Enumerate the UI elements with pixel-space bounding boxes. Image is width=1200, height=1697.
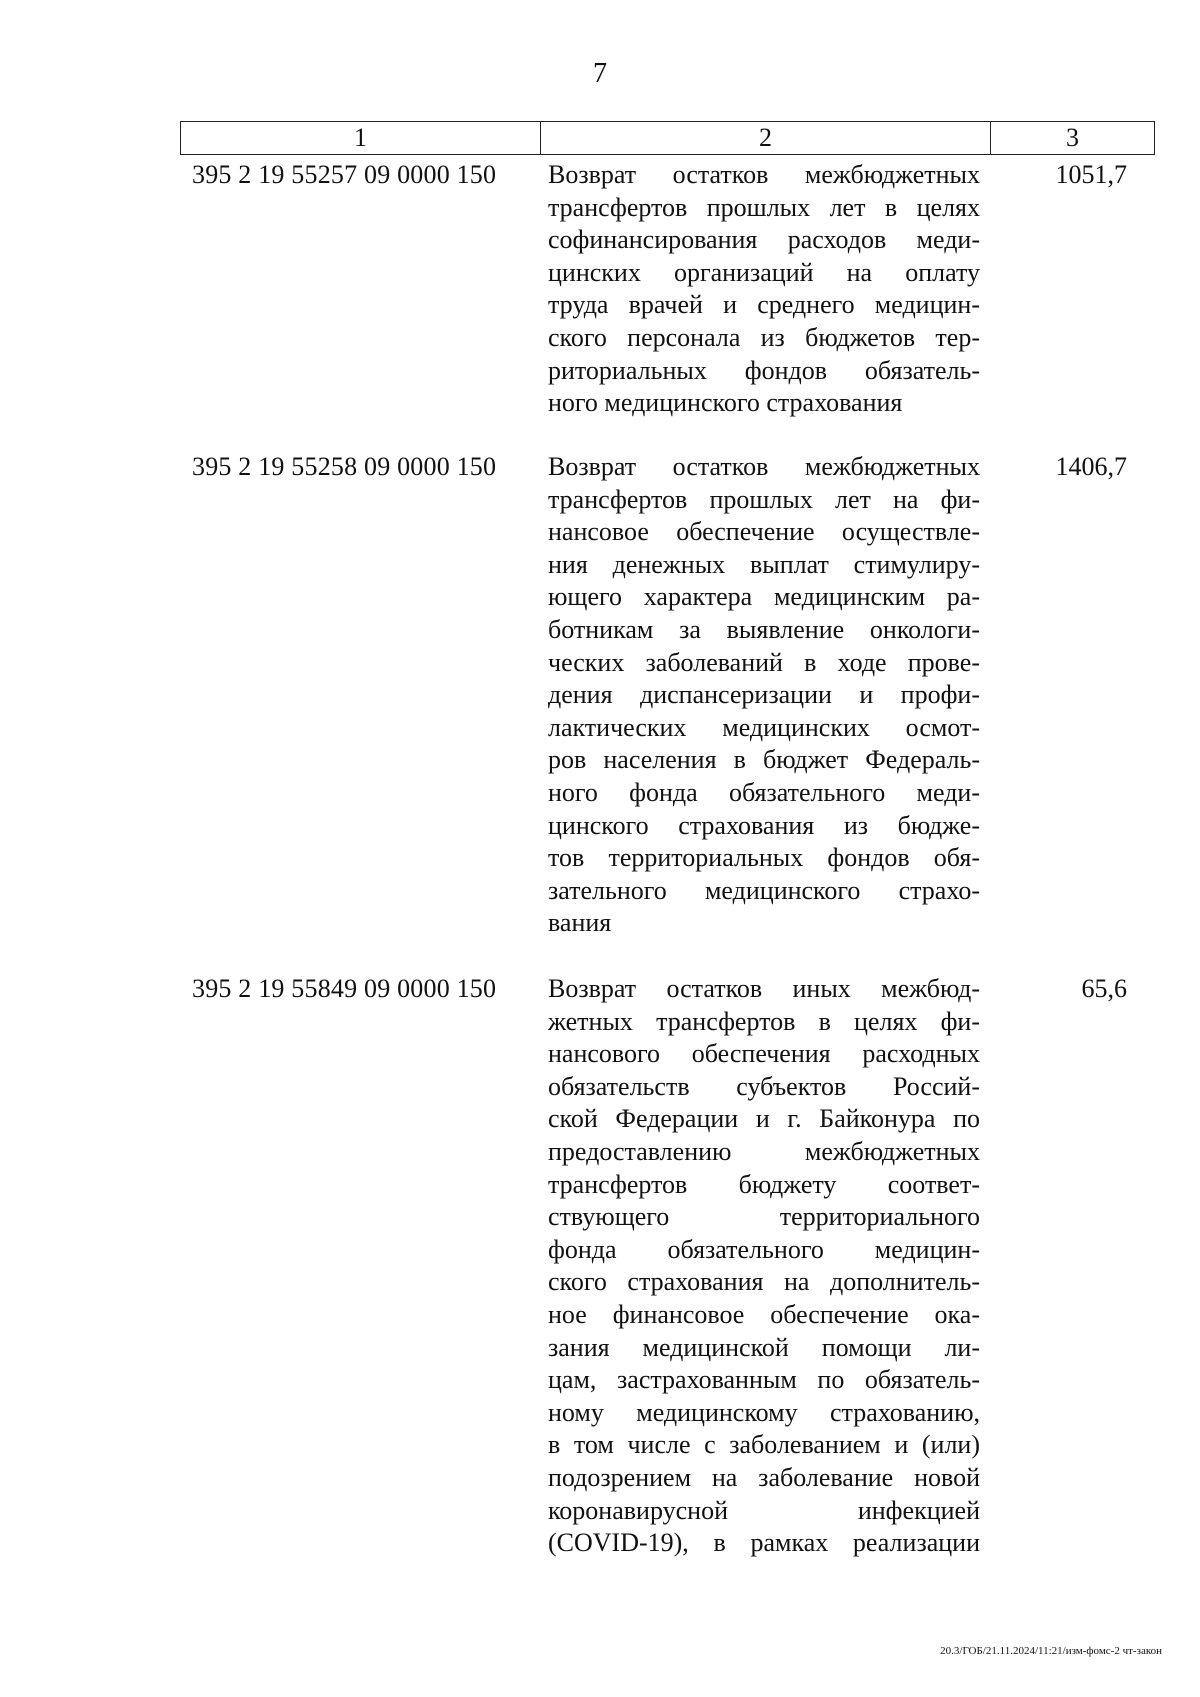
amount-value: 1406,7 bbox=[1055, 452, 1127, 481]
description-line: лактических медицинских осмот- bbox=[548, 712, 980, 742]
description-line: ров населения в бюджет Федераль- bbox=[548, 745, 980, 775]
description-line: фонда обязательного медицин- bbox=[548, 1234, 980, 1264]
description-line: ного фонда обязательного меди- bbox=[548, 777, 980, 807]
row-description bbox=[548, 973, 980, 1560]
description-line: ного медицинского страхования bbox=[548, 388, 903, 418]
description-line: подозрением на заболевание новой bbox=[548, 1462, 980, 1492]
description-line: Возврат остатков межбюджетных bbox=[548, 160, 980, 189]
amount-value: 65,6 bbox=[1081, 974, 1127, 1003]
description-line: предоставлению межбюджетных bbox=[548, 1136, 980, 1166]
budget-code: 395 2 19 55849 09 0000 150 bbox=[192, 974, 497, 1003]
description-line: жетных трансфертов в целях фи- bbox=[548, 1006, 980, 1036]
description-line: ное финансовое обеспечение ока- bbox=[548, 1299, 980, 1329]
description-line: ческих заболеваний в ходе прове- bbox=[548, 647, 980, 677]
description-line: ния денежных выплат стимулиру- bbox=[548, 549, 980, 579]
description-line: ствующего территориального bbox=[548, 1202, 980, 1232]
description-line: нансовое обеспечение осуществле- bbox=[548, 517, 980, 547]
table-header-row bbox=[180, 121, 1155, 155]
page-number: 7 bbox=[593, 58, 607, 89]
header-col-1: 1 bbox=[181, 122, 541, 154]
amount-value: 1051,7 bbox=[1055, 160, 1127, 189]
budget-code: 395 2 19 55257 09 0000 150 bbox=[192, 160, 497, 189]
description-line: ской Федерации и г. Байконура по bbox=[548, 1104, 980, 1134]
description-line: ского персонала из бюджетов тер- bbox=[548, 322, 980, 352]
description-line: софинансирования расходов меди- bbox=[548, 225, 980, 255]
description-line: Возврат остатков иных межбюд- bbox=[548, 974, 980, 1003]
description-line: цинских организаций на оплату bbox=[548, 257, 980, 287]
header-col-2: 2 bbox=[541, 122, 991, 154]
description-line: ющего характера медицинским ра- bbox=[548, 582, 980, 612]
description-line: ному медицинскому страхованию, bbox=[548, 1397, 980, 1427]
description-line: цинского страхования из бюдже- bbox=[548, 810, 980, 840]
description-line: цам, застрахованным по обязатель- bbox=[548, 1365, 980, 1395]
description-line: трансфертов прошлых лет на фи- bbox=[548, 484, 980, 514]
header-col-3: 3 bbox=[1066, 123, 1079, 152]
description-line: коронавирусной инфекцией bbox=[548, 1495, 980, 1525]
budget-code: 395 2 19 55258 09 0000 150 bbox=[192, 452, 497, 481]
description-line: трансфертов бюджету соответ- bbox=[548, 1169, 980, 1199]
description-line: дения диспансеризации и профи- bbox=[548, 680, 980, 710]
description-line: трансфертов прошлых лет в целях bbox=[548, 192, 980, 222]
description-line: труда врачей и среднего медицин- bbox=[548, 290, 980, 320]
row-description bbox=[548, 451, 980, 940]
document-footer-stamp: 20.3/ГОБ/21.11.2024/11:21/изм-фомс-2 чт-закон bbox=[940, 1645, 1162, 1657]
description-line: тов территориальных фондов обя- bbox=[548, 843, 980, 873]
description-line: в том числе с заболеванием и (или) bbox=[548, 1430, 980, 1460]
description-line: ского страхования на дополнитель- bbox=[548, 1267, 980, 1297]
description-line: риториальных фондов обязатель- bbox=[548, 355, 980, 385]
description-line: вания bbox=[548, 908, 612, 938]
description-line: зательного медицинского страхо- bbox=[548, 875, 980, 905]
description-line: зания медицинской помощи ли- bbox=[548, 1332, 980, 1362]
description-line: Возврат остатков межбюджетных bbox=[548, 452, 980, 481]
description-line: (COVID-19), в рамках реализации bbox=[548, 1528, 980, 1558]
description-line: ботникам за выявление онкологи- bbox=[548, 614, 980, 644]
row-description bbox=[548, 159, 980, 420]
description-line: обязательств субъектов Россий- bbox=[548, 1071, 980, 1101]
description-line: нансового обеспечения расходных bbox=[548, 1039, 980, 1069]
